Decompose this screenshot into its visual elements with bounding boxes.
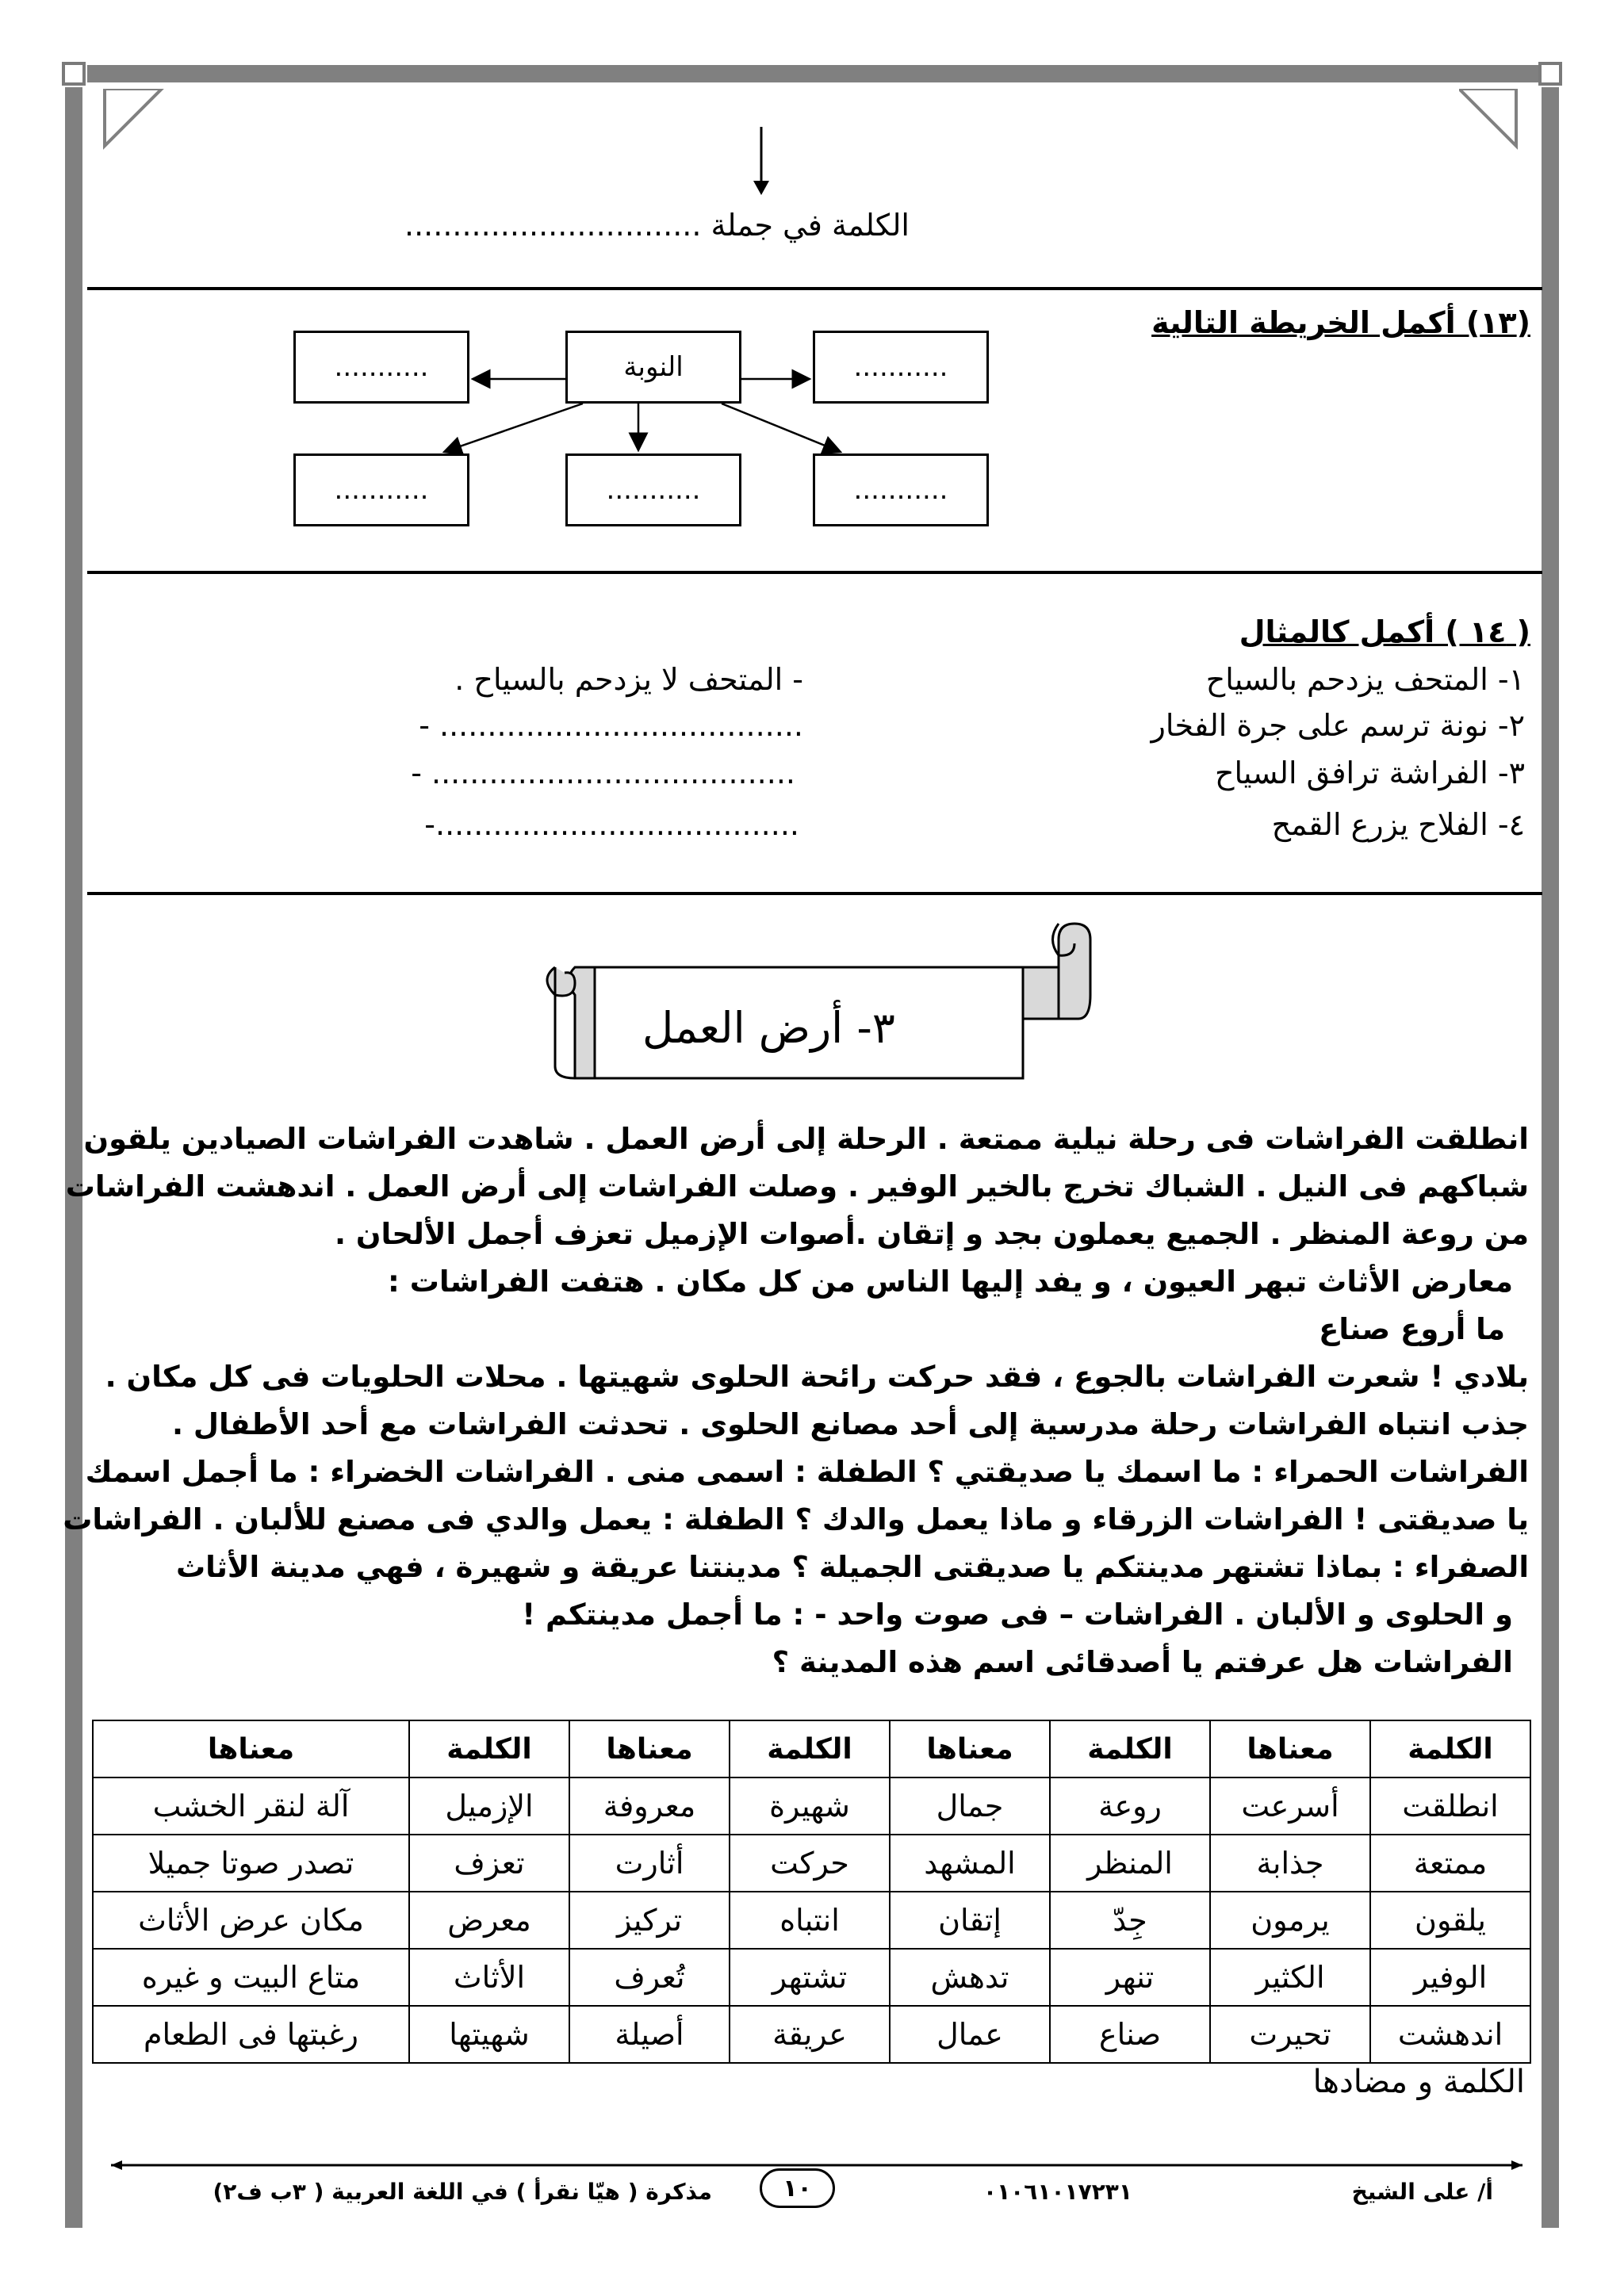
- paragraph-line-3: من روعة المنظر . الجميع يعملون بجد و إتقان .أصوات الإزميل تعزف أجمل الألحان .: [334, 1217, 1529, 1251]
- map-arrows: [0, 0, 1624, 634]
- paragraph-line-10: الصفراء : بماذا تشتهر مدينتكم يا صديقتى الجميلة ؟ مدينتنا عريقة و شهيرة ، فهي مدينة الأثاث: [175, 1550, 1529, 1584]
- table-cell: روعة: [1050, 1777, 1210, 1835]
- table-cell: جمال: [890, 1777, 1050, 1835]
- divider-2: [87, 571, 1542, 574]
- scroll-banner: [531, 908, 1102, 1090]
- vocab-table: [92, 1720, 1531, 2064]
- q13-title: (١٣) أكمل الخريطة التالية: [1151, 305, 1530, 340]
- table-row: [93, 1835, 1530, 1892]
- table-cell: يرمون: [1210, 1892, 1370, 1949]
- lesson-title: ٣- أرض العمل: [642, 1003, 895, 1053]
- q14-item-1-right: - المتحف لا يزدحم بالسياح .: [454, 662, 803, 697]
- table-row: [93, 2006, 1530, 2063]
- map-box-right-top: ...........: [813, 331, 989, 404]
- table-cell: انطلقت: [1370, 1777, 1530, 1835]
- paragraph-line-8: الفراشات الحمراء : ما اسمك يا صديقتي ؟ الطفلة : اسمى منى . الفراشات الخضراء : ما أجمل اسمك: [85, 1455, 1529, 1489]
- q14-item-2-left: ٢- نونة ترسم على جرة الفخار: [1151, 708, 1525, 743]
- divider-3: [87, 892, 1542, 895]
- table-header-row: [93, 1720, 1530, 1777]
- table-header: معناها: [890, 1720, 1050, 1777]
- table-cell: شهيتها: [409, 2006, 569, 2063]
- table-cell: جِدّ: [1050, 1892, 1210, 1949]
- q14-item-3-left: ٣- الفراشة ترافق السياح: [1214, 756, 1525, 790]
- paragraph-line-1: انطلقت الفراشات فى رحلة نيلية ممتعة . الرحلة إلى أرض العمل . شاهدت الفراشات الصيادين يلقون: [83, 1122, 1529, 1156]
- table-cell: أصيلة: [569, 2006, 730, 2063]
- table-row: [93, 1892, 1530, 1949]
- q14-item-2-right: - ......................................: [419, 708, 803, 743]
- table-cell: رغبتها فى الطعام: [93, 2006, 409, 2063]
- table-cell: جذابة: [1210, 1835, 1370, 1892]
- table-header: الكلمة: [1370, 1720, 1530, 1777]
- table-cell: آلة لنقر الخشب: [93, 1777, 409, 1835]
- map-box-right-bottom: ...........: [813, 453, 989, 526]
- table-header: معناها: [569, 1720, 730, 1777]
- table-cell: أثارت: [569, 1835, 730, 1892]
- table-cell: الكثير: [1210, 1949, 1370, 2006]
- table-cell: تعزف: [409, 1835, 569, 1892]
- table-header: الكلمة: [730, 1720, 890, 1777]
- footer-book-title: مذكرة ( هيّا نقرأ ) في اللغة العربية ( ٣ب ف٢): [213, 2179, 712, 2205]
- q14-item-4-right: -......................................: [424, 807, 799, 842]
- table-cell: صناع: [1050, 2006, 1210, 2063]
- table-cell: مكان عرض الأثاث: [93, 1892, 409, 1949]
- map-box-center-bottom: ...........: [565, 453, 741, 526]
- table-header: معناها: [93, 1720, 409, 1777]
- table-row: [93, 1949, 1530, 2006]
- paragraph-line-2: شباكهم فى النيل . الشباك تخرج بالخير الوفير . وصلت الفراشات إلى أرض العمل . اندهشت الفراشات: [65, 1169, 1529, 1203]
- map-center-box: النوبة: [565, 331, 741, 404]
- table-cell: الإزميل: [409, 1777, 569, 1835]
- table-cell: أسرعت: [1210, 1777, 1370, 1835]
- table-cell: عمال: [890, 2006, 1050, 2063]
- table-cell: المنظر: [1050, 1835, 1210, 1892]
- paragraph-line-11: و الحلوى و الألبان . الفراشات – فى صوت واحد - : ما أجمل مدينتكم !: [522, 1598, 1513, 1632]
- table-cell: تُعرف: [569, 1949, 730, 2006]
- page-number: ١٠: [783, 2174, 812, 2202]
- table-cell: شهيرة: [730, 1777, 890, 1835]
- word-and-opposite: الكلمة و مضادها: [1312, 2064, 1525, 2100]
- table-header: معناها: [1210, 1720, 1370, 1777]
- paragraph-line-4: معارض الأثاث تبهر العيون ، و يفد إليها الناس من كل مكان . هتفت الفراشات :: [388, 1265, 1513, 1299]
- q14-item-4-left: ٤- الفلاح يزرع القمح: [1271, 807, 1525, 842]
- table-cell: يلقون: [1370, 1892, 1530, 1949]
- q14-title: ( ١٤ ) أكمل كالمثال: [1239, 614, 1530, 649]
- table-cell: عريقة: [730, 2006, 890, 2063]
- footer-author: أ/ على الشيخ: [1351, 2179, 1493, 2205]
- footer-phone: ٠١٠٦١٠١٧٢٣١: [983, 2179, 1132, 2205]
- paragraph-line-7: جذب انتباه الفراشات رحلة مدرسية إلى أحد مصانع الحلوى . تحدثت الفراشات مع أحد الأطفال .: [171, 1407, 1529, 1441]
- table-cell: حركت: [730, 1835, 890, 1892]
- paragraph-line-12: الفراشات هل عرفتم يا أصدقائى اسم هذه المدينة ؟: [772, 1645, 1513, 1679]
- table-cell: تركيز: [569, 1892, 730, 1949]
- table-cell: معروفة: [569, 1777, 730, 1835]
- map-box-left-bottom: ...........: [293, 453, 469, 526]
- map-box-left-top: ...........: [293, 331, 469, 404]
- table-cell: تشتهر: [730, 1949, 890, 2006]
- q14-item-3-right: - ......................................: [411, 756, 795, 790]
- table-cell: الوفير: [1370, 1949, 1530, 2006]
- table-cell: انتباه: [730, 1892, 890, 1949]
- table-cell: معرض: [409, 1892, 569, 1949]
- table-cell: المشهد: [890, 1835, 1050, 1892]
- paragraph-line-9: يا صديقتى ! الفراشات الزرقاء و ماذا يعمل والدك ؟ الطفلة : يعمل والدي فى مصنع للألبان . الفراشات: [63, 1502, 1529, 1536]
- paragraph-line-5: ما أروع صناع: [1319, 1312, 1505, 1346]
- table-cell: تدهش: [890, 1949, 1050, 2006]
- table-cell: إتقان: [890, 1892, 1050, 1949]
- table-cell: تنهر: [1050, 1949, 1210, 2006]
- table-cell: اندهشت: [1370, 2006, 1530, 2063]
- table-header: الكلمة: [409, 1720, 569, 1777]
- table-cell: ممتعة: [1370, 1835, 1530, 1892]
- table-cell: تحيرت: [1210, 2006, 1370, 2063]
- table-cell: متاع البيت و غيره: [93, 1949, 409, 2006]
- q14-item-1-left: ١- المتحف يزدحم بالسياح: [1205, 662, 1525, 697]
- page-number-badge: [760, 2168, 835, 2208]
- table-row: [93, 1777, 1530, 1835]
- word-in-sentence: الكلمة في جملة ...............................: [404, 208, 910, 243]
- paragraph-line-6: بلادي ! شعرت الفراشات بالجوع ، فقد حركت رائحة الحلوى شهيتها . محلات الحلويات فى كل مكان .: [105, 1360, 1529, 1394]
- table-cell: تصدر صوتا جميلا: [93, 1835, 409, 1892]
- table-cell: الأثاث: [409, 1949, 569, 2006]
- table-header: الكلمة: [1050, 1720, 1210, 1777]
